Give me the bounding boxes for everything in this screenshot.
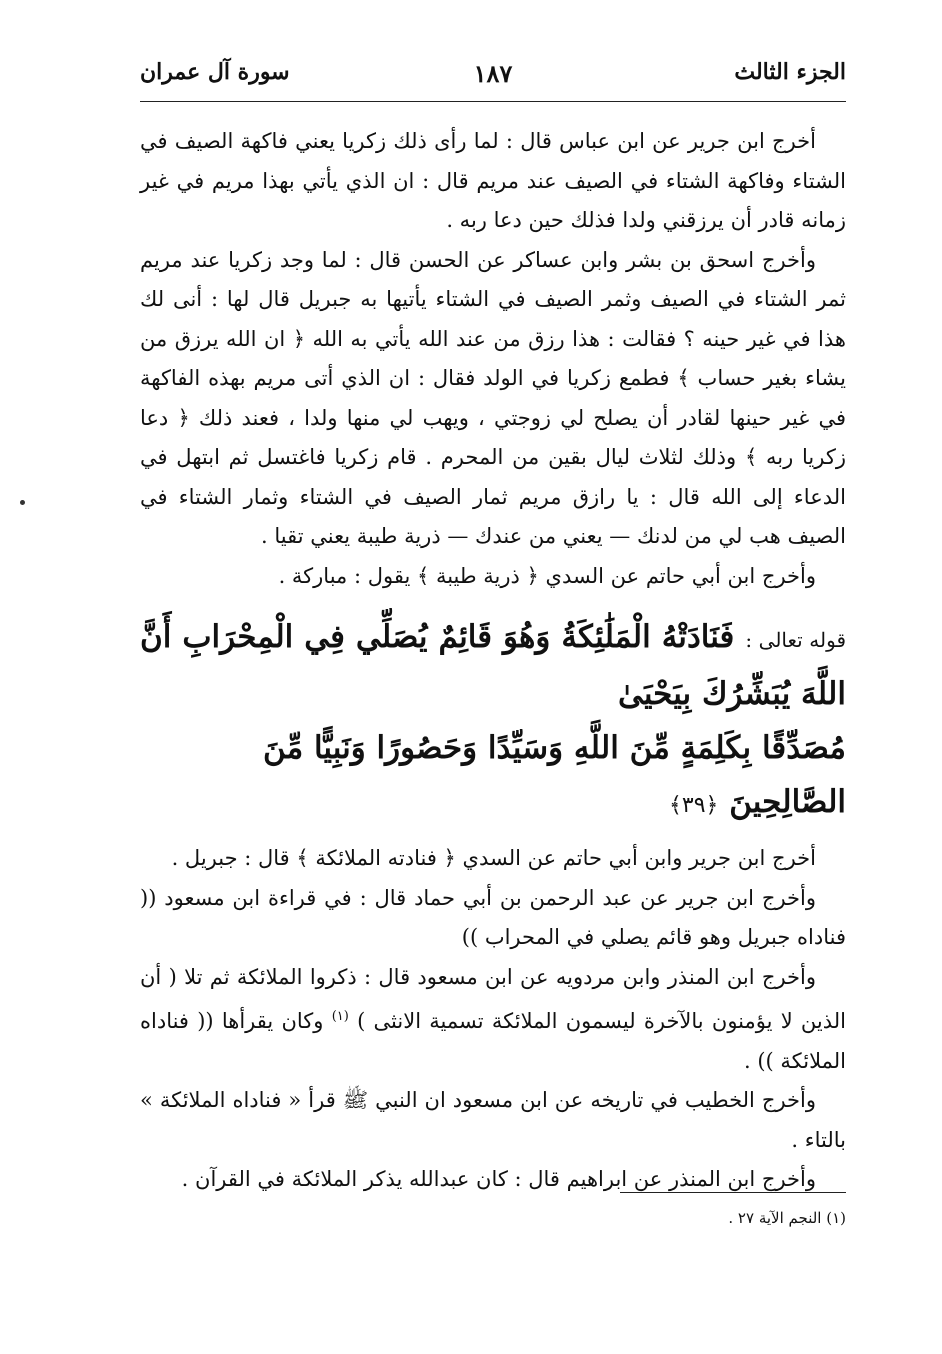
page-number: ١٨٧ [473, 59, 513, 88]
footnote-1: (١) النجم الآية ٢٧ . [728, 1209, 846, 1227]
body-text [140, 122, 846, 1200]
ayah-number: ﴿٣٩﴾ [668, 793, 719, 818]
footnote-rule [620, 1192, 846, 1193]
paragraph-6 [140, 958, 846, 1082]
paragraph-3: وأخرج ابن أبي حاتم عن السدي ﴿ ذرية طيبة ﴾ يقول : مباركة . [278, 563, 816, 588]
footnote-ref: (١) [331, 1009, 349, 1024]
paragraph-2: وأخرج اسحق بن بشر وابن عساكر عن الحسن قال : لما وجد زكريا عند مريم ثمر الشتاء في الصيف وثمر الصيف في الشتاء يأتيها به جبريل قال لها : أنى لك هذا في غير حينه ؟ فقالت : هذا رزق من عند الله يأتي به الله ﴿ ان الله يرزق من يشاء بغير حساب ﴾ فطمع زكريا في الولد فقال : ان الذي أتى مريم بهذه الفاكهة في غير حينها لقادر أن يصلح لي زوجتي ، ويهب لي منها ولدا ، فعند ذلك ﴿ دعا زكريا ربه ﴾ وذلك لثلاث ليال بقين من المحرم . قام زكريا فاغتسل ثم ابتهل في الدعاء إلى الله قال : يا رازق مريم ثمار الصيف في الشتاء وثمار الشتاء في الصيف هب لي من لدنك — يعني من عندك — ذرية طيبة يعني تقيا . [140, 247, 846, 548]
paragraph-6-tail: وكان يقرأها (( فناداه الملائكة )) . [140, 1009, 846, 1073]
verse-intro: قوله تعالى : [745, 628, 847, 652]
paragraph-1: أخرج ابن جرير عن ابن عباس قال : لما رأى ذلك زكريا يعني فاكهة الصيف في الشتاء وفاكهة الشتاء في الصيف عند مريم قال : ان الذي يأتي بهذا مريم في غير زمانه قادر أن يرزقني ولدا فذلك حين دعا ربه . [140, 129, 846, 232]
surah-title: سورة آل عمران [140, 59, 290, 85]
footnotes [140, 1192, 846, 1229]
running-head [140, 55, 846, 102]
paragraph-4: أخرج ابن جرير وابن أبي حاتم عن السدي ﴿ فنادته الملائكة ﴾ قال : جبريل . [171, 846, 816, 870]
quran-verse [140, 610, 846, 833]
verse-line-1 [140, 610, 846, 721]
paragraph-5: وأخرج ابن جرير عن عبد الرحمن بن أبي حماد قال : في قراءة ابن مسعود (( فناداه جبريل وهو قائم يصلي في المحراب )) [140, 885, 846, 949]
paragraph-7: وأخرج الخطيب في تاريخه عن ابن مسعود ان النبي ﷺ قرأ « فناداه الملائكة » بالتاء . [140, 1088, 846, 1152]
page-content [140, 55, 846, 1200]
verse-text-1: فَنَادَتْهُ الْمَلَٰئِكَةُ وَهُوَ قَائِمٌ يُصَلِّي فِي الْمِحْرَابِ أَنَّ اللَّهَ يُبَشِّرُكَ بِيَحْيَىٰ [140, 619, 846, 712]
paragraph-6-text: وأخرج ابن المنذر وابن مردويه عن ابن مسعود قال : ذكروا الملائكة ثم تلا ( أن الذين لا يؤمنون بالآخرة ليسمون الملائكة تسمية الانثى ) [140, 964, 847, 1033]
part-title: الجزء الثالث [734, 59, 846, 85]
verse-line-2 [140, 721, 846, 833]
scan-speck [20, 500, 25, 505]
verse-text-2: مُصَدِّقًا بِكَلِمَةٍ مِّنَ اللَّهِ وَسَيِّدًا وَحَصُورًا وَنَبِيًّا مِّنَ الصَّالِحِينَ [262, 730, 846, 820]
paragraph-8: وأخرج ابن المنذر عن ابراهيم قال : كان عبدالله يذكر الملائكة في القرآن . [181, 1167, 816, 1191]
